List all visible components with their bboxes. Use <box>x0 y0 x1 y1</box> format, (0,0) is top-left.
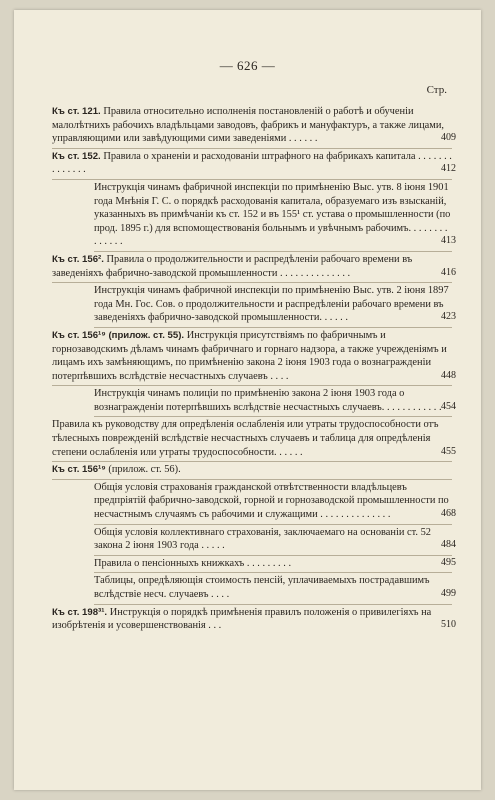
entry-text: Правила о пенсіонныхъ книжкахъ . . . . . . . . . <box>94 557 292 569</box>
entry-text: Правила относительно исполненія постановленій о работѣ и обученіи малолѣтнихъ рабочихъ владѣльцами заводовъ, фабрикъ и мануфактуръ, а также лицами, управляющими или завѣдующими сими заведеніями . . . . . . <box>52 106 444 145</box>
entry-text: Общія условія коллективнаго страхованія, заключаемаго на основаніи ст. 52 закона 2 іюня 1903 года . . . . . <box>94 526 431 552</box>
article-ref: Къ ст. 156¹⁹ (прилож. ст. 55). <box>52 329 185 341</box>
toc-entry <box>52 149 456 180</box>
entry-text: Инструкція чинамъ полиціи по примѣненію закона 2 іюня 1903 года о вознагражденіи потерпѣвшихъ вслѣдствіе несчастныхъ случаевъ. . . . . . . . . . . . <box>94 388 442 413</box>
entry-text: Инструкція присутствіямъ по фабричнымъ и горнозаводскимъ дѣламъ чинамъ фабричнаго и горнаго надзора, а также учрежденіямъ и лицамъ ихъ замѣняющимъ, по примѣненію закона 2 іюня 1903 года о вознагражденіи потерпѣвшихъ вслѣдствіе несчастныхъ случаевъ . . . . <box>52 329 447 382</box>
page-column-label: Стр. <box>426 84 447 96</box>
entry-page: 416 <box>441 266 456 278</box>
book-page <box>14 10 481 790</box>
article-ref: Къ ст. 156². <box>52 253 104 265</box>
entry-page: 409 <box>441 132 456 144</box>
toc-entry <box>52 462 452 480</box>
entry-text: Инструкція чинамъ фабричной инспекціи по примѣненію Выс. утв. 8 іюня 1901 года Мнѣнія Г. С. о порядкѣ расходованія капитала, образуемаго изъ взысканій, указанныхъ въ примѣчаніи къ ст. 152 и въ 155¹ ст. устава о промышленности (по прод. 1895 г.) для вспомоществованія больнымъ и увѣчнымъ рабочимъ. . . . . . . . . . . . . . <box>94 181 451 248</box>
entry-page: 510 <box>441 619 456 631</box>
toc-entry <box>94 283 456 328</box>
entry-text: Таблицы, опредѣляющія стоимость пенсій, уплачиваемыхъ пострадавшимъ вслѣдствіе несч. случаевъ . . . . <box>94 575 430 600</box>
toc-entry <box>52 328 456 386</box>
entry-page: 448 <box>441 369 456 381</box>
toc-entry <box>94 180 456 252</box>
entry-text: Правила къ руководству для опредѣленія ослабленія или утраты трудоспособности отъ тѣлесныхъ поврежденій вслѣдствіе несчастныхъ случаевъ и таблица для опредѣленія степени ослабленія или утраты трудоспособности. . . . . . <box>52 419 439 458</box>
entry-page: 495 <box>441 556 456 568</box>
toc-entry <box>52 417 456 462</box>
toc-entry <box>94 556 456 574</box>
entry-text: Правила о продолжительности и распредѣленіи рабочаго времени въ заведеніяхъ фабрично-заводской промышленности . . . . . . . . . . . . . . <box>52 253 413 279</box>
entry-page: 412 <box>441 163 456 175</box>
toc-entry <box>52 605 456 635</box>
toc-entry <box>52 104 456 149</box>
table-of-contents <box>52 104 456 635</box>
entry-text: Инструкція о порядкѣ примѣненія правилъ положенія о привилегіяхъ на изобрѣтенія и усовершенствованія . . . <box>52 606 432 632</box>
article-ref: Къ ст. 152. <box>52 150 101 162</box>
toc-entry <box>52 252 456 283</box>
toc-entry <box>94 525 456 556</box>
entry-page: 499 <box>441 588 456 599</box>
page-number: — 626 — <box>219 58 276 73</box>
entry-page: 484 <box>441 539 456 551</box>
entry-page: 468 <box>441 508 456 520</box>
article-ref: Къ ст. 198³¹. <box>52 606 108 618</box>
toc-entry <box>94 573 456 604</box>
entry-text: Инструкція чинамъ фабричной инспекціи по примѣненію Выс. утв. 2 іюня 1897 года Мн. Гос. Сов. о продолжительности и распредѣленіи рабочаго времени въ заведеніяхъ фабрично-заводской промышленности. . . . . . <box>94 285 449 324</box>
entry-page: 455 <box>441 445 456 457</box>
entry-page: 423 <box>441 311 456 323</box>
article-ref: Къ ст. 121. <box>52 106 101 117</box>
entry-page: 413 <box>441 235 456 247</box>
entry-text: Правила о храненіи и расходованіи штрафного на фабрикахъ капитала . . . . . . . . . . . . . . <box>52 150 452 176</box>
article-ref: Къ ст. 156¹⁹ <box>52 464 106 476</box>
entry-text: (прилож. ст. 56). <box>105 464 181 476</box>
toc-entry <box>94 480 456 525</box>
entry-page: 454 <box>441 400 456 412</box>
toc-entry <box>94 386 456 417</box>
entry-text: Общія условія страхованія гражданской отвѣтственности владѣльцевъ предпріятій фабрично-заводской, горной и горнозаводской промышленности по несчастнымъ случаямъ съ рабочими и служащими . . . . . . . . . . . . . . <box>94 481 449 521</box>
